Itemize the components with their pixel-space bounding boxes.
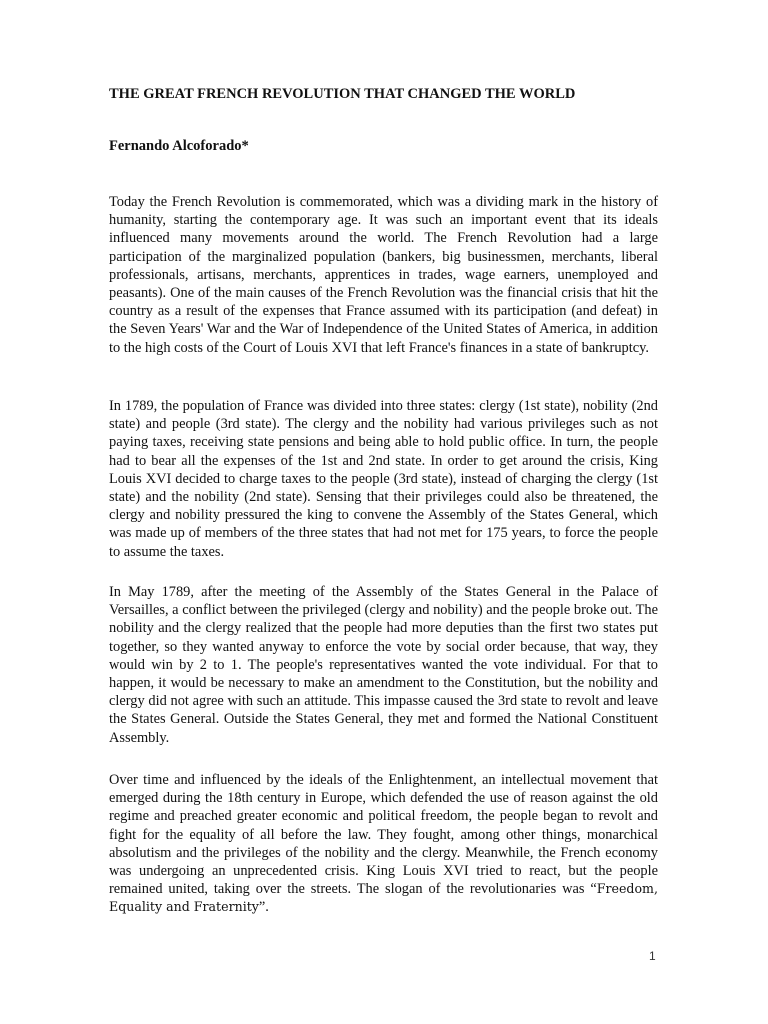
document-title: THE GREAT FRENCH REVOLUTION THAT CHANGED THE WORLD bbox=[109, 86, 576, 102]
paragraph-4-end: ”. bbox=[258, 899, 269, 916]
paragraph-4 bbox=[109, 771, 658, 917]
paragraph-1: Today the French Revolution is commemorated, which was a dividing mark in the history of humanity, starting the contemporary age. It was such an important event that its ideals influenced many movements around the world. The French Revolution had a large participation of the marginalized population (bankers, big businessmen, merchants, liberal professionals, artisans, merchants, apprentices in trades, wage earners, unemployed and peasants). One of the main causes of the French Revolution was the financial crisis that hit the country as a result of the expenses that France assumed with its participation (and defeat) in the Seven Years' War and the War of Independence of the United States of America, in addition to the high costs of the Court of Louis XVI that left France's finances in a state of bankruptcy. bbox=[109, 194, 658, 356]
revolution-slogan: Freedom, Equality and Fraternity bbox=[109, 881, 658, 915]
paragraph-3: In May 1789, after the meeting of the Assembly of the States General in the Palace of Versailles, a conflict between the privileged (clergy and nobility) and the people broke out. The nobility and the clergy realized that the people had more deputies than the first two states put together, so they wanted anyway to enforce the vote by social order because, that way, they would win by 2 to 1. The people's representatives wanted the vote individual. For that to happen, it would be necessary to make an amendment to the Constitution, but the nobility and clergy did not agree with such an attitude. This impasse caused the 3rd state to revolt and leave the States General. Outside the States General, they met and formed the National Constituent Assembly. bbox=[109, 584, 658, 746]
page-number: 1 bbox=[649, 949, 656, 963]
author-name: Fernando Alcoforado* bbox=[109, 138, 249, 154]
paragraph-2: In 1789, the population of France was divided into three states: clergy (1st state), nobility (2nd state) and people (3rd state). The clergy and the nobility had various privileges such as not paying taxes, receiving state pensions and being able to hold public office. In turn, the people had to bear all the expenses of the 1st and 2nd state. In order to get around the crisis, King Louis XVI decided to charge taxes to the people (3rd state), instead of charging the clergy (1st state) and the nobility (2nd state). Sensing that their privileges could also be threatened, the clergy and nobility pressured the king to convene the Assembly of the States General, which was made up of members of the three states that had not met for 175 years, to force the people to assume the taxes. bbox=[109, 398, 658, 560]
paragraph-4-text: Over time and influenced by the ideals of the Enlightenment, an intellectual movement that emerged during the 18th century in Europe, which defended the use of reason against the old regime and preached greater economic and political freedom, the people began to revolt and fight for the equality of all before the law. They fought, among other things, monarchical absolutism and the privileges of the nobility and the clergy. Meanwhile, the French economy was undergoing an unprecedented crisis. King Louis XVI tried to react, but the people remained united, taking over the streets. The slogan of the revolutionaries was “ bbox=[109, 772, 658, 898]
